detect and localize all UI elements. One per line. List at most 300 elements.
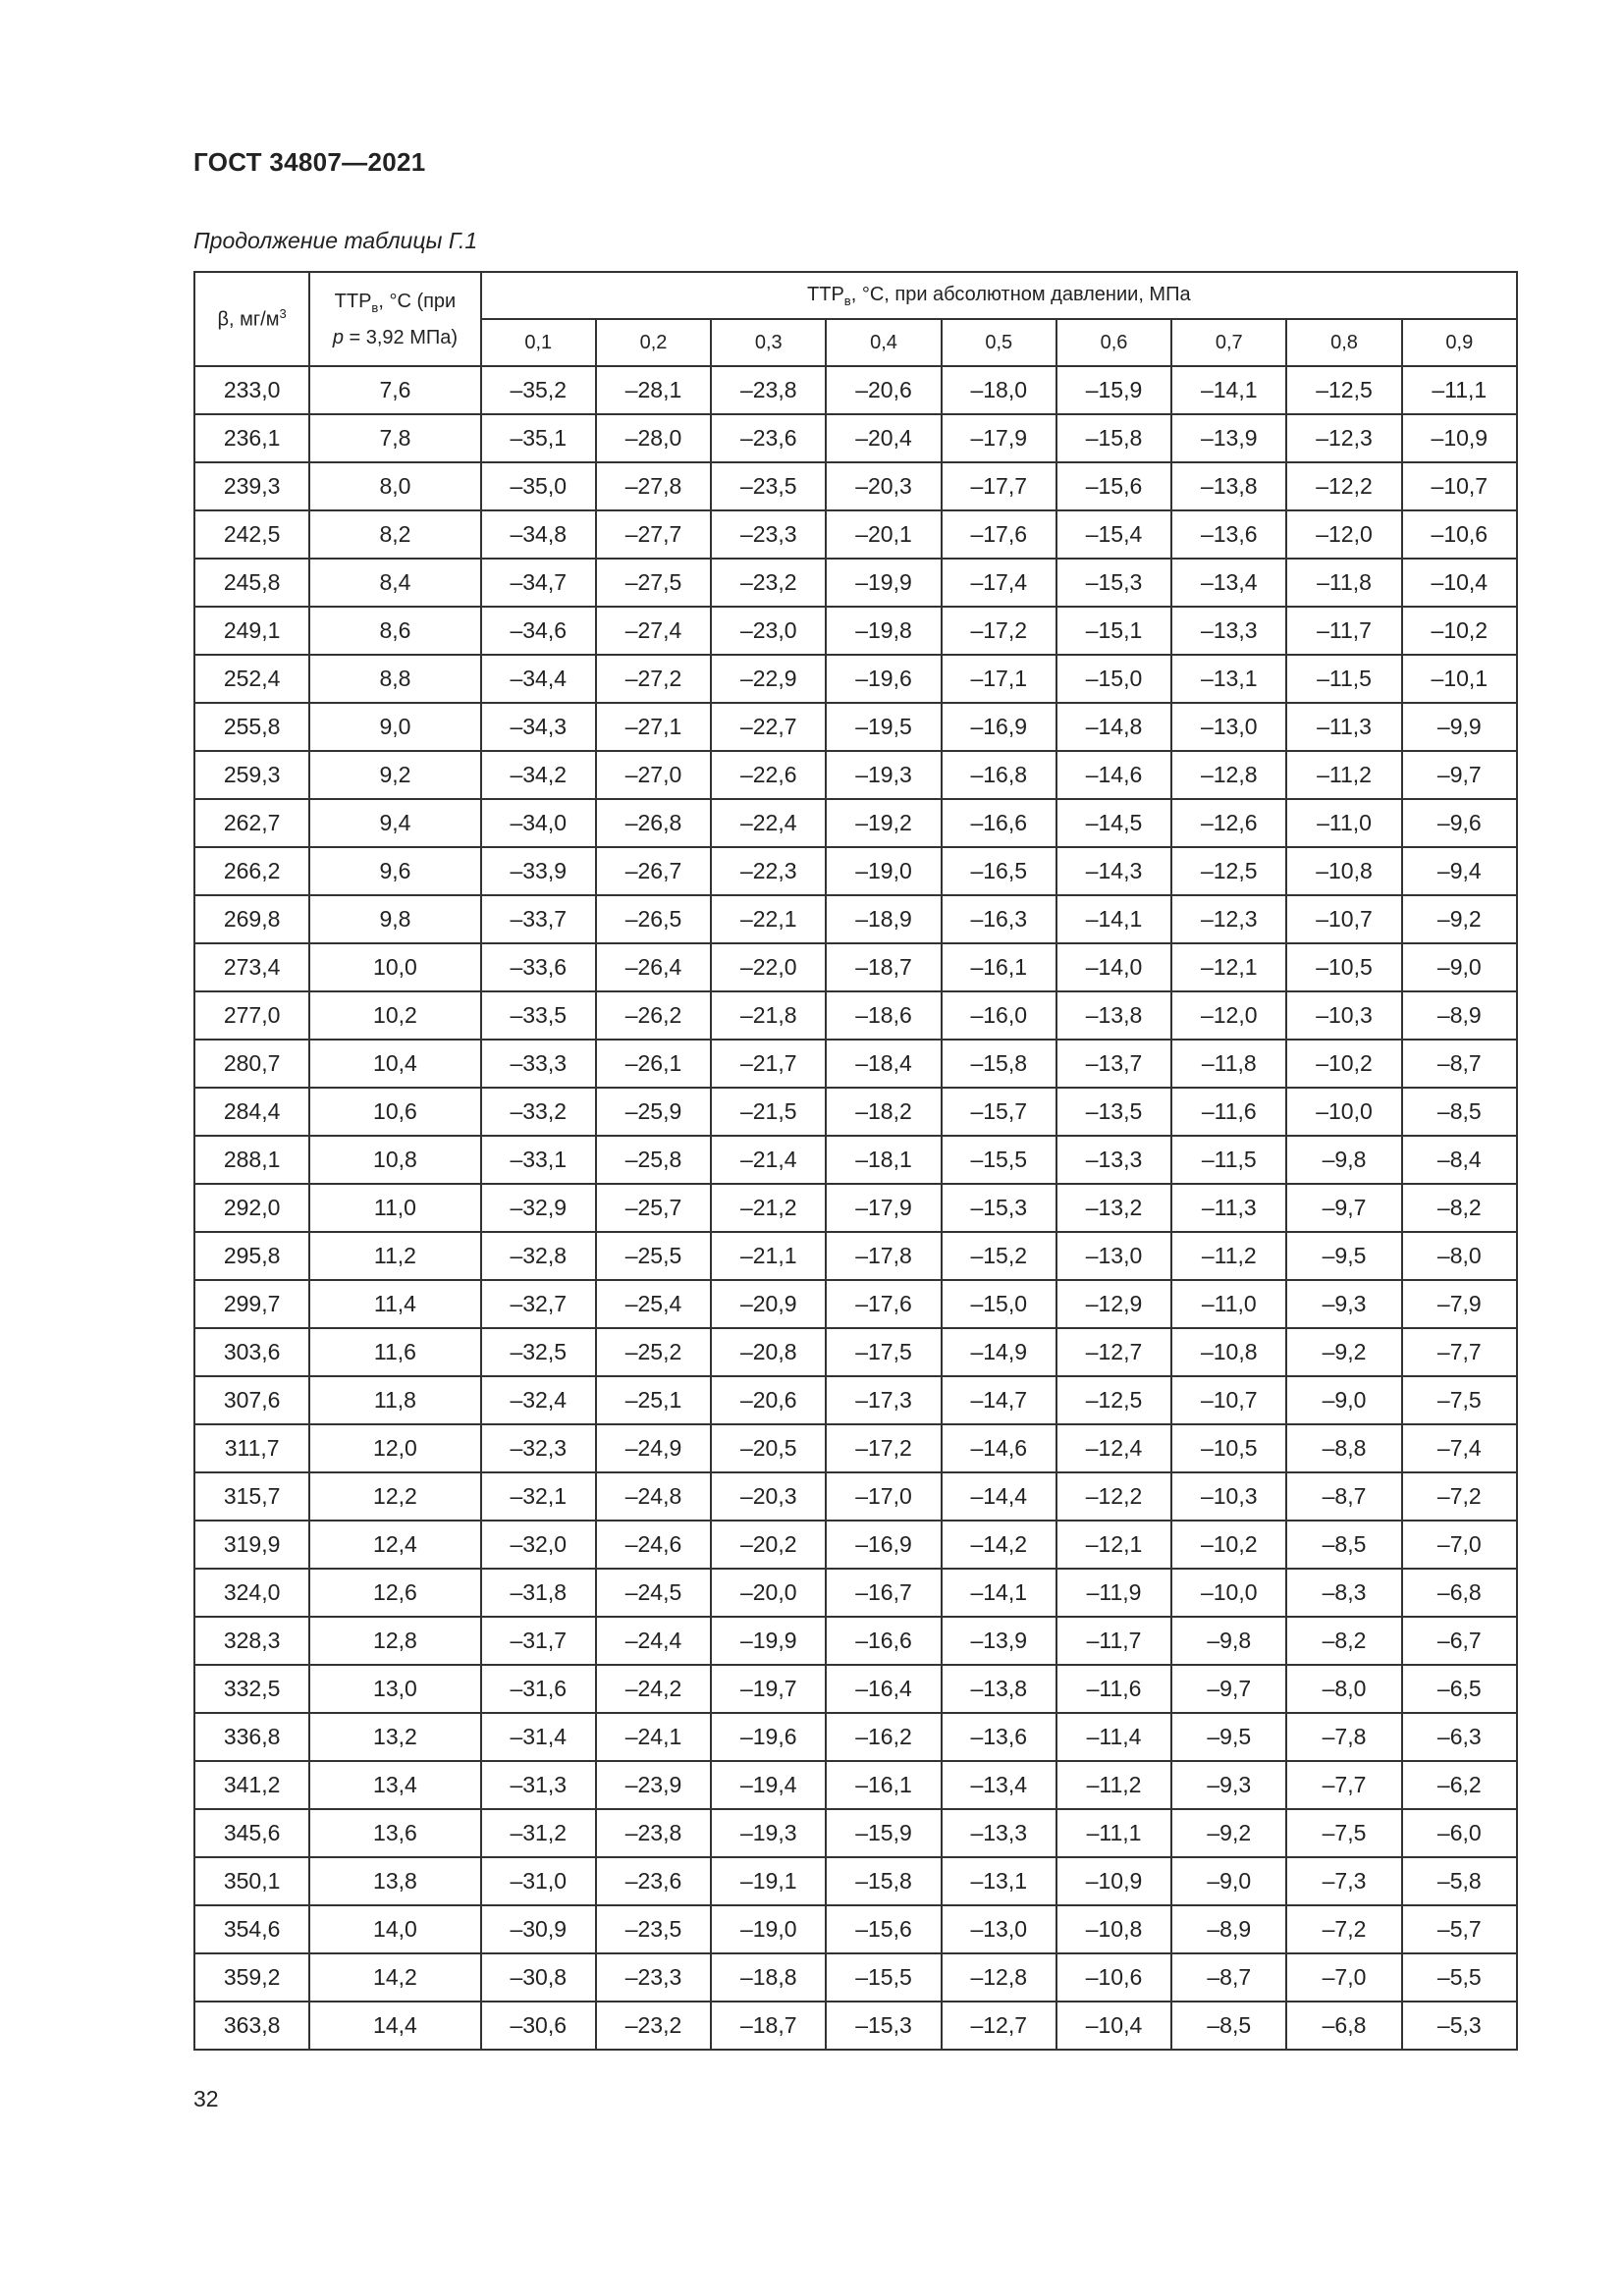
cell-beta: 233,0 — [194, 366, 309, 414]
cell-value: –9,2 — [1402, 895, 1517, 943]
cell-value: –20,1 — [826, 510, 941, 559]
cell-value: –8,5 — [1171, 2002, 1286, 2050]
cell-value: –19,2 — [826, 799, 941, 847]
cell-value: –9,7 — [1402, 751, 1517, 799]
cell-ttr: 11,0 — [309, 1184, 480, 1232]
cell-value: –21,4 — [711, 1136, 826, 1184]
cell-value: –16,1 — [942, 943, 1056, 991]
column-group-header — [481, 272, 1517, 319]
cell-value: –33,5 — [481, 991, 596, 1040]
table-row — [194, 1136, 1517, 1184]
table-row — [194, 1713, 1517, 1761]
cell-value: –16,6 — [942, 799, 1056, 847]
cell-beta: 273,4 — [194, 943, 309, 991]
cell-value: –23,8 — [711, 366, 826, 414]
table-row — [194, 991, 1517, 1040]
cell-value: –12,2 — [1056, 1472, 1171, 1521]
cell-value: –34,6 — [481, 607, 596, 655]
cell-beta: 292,0 — [194, 1184, 309, 1232]
cell-value: –25,1 — [596, 1376, 711, 1424]
cell-value: –16,0 — [942, 991, 1056, 1040]
cell-value: –15,8 — [1056, 414, 1171, 462]
cell-value: –19,1 — [711, 1857, 826, 1905]
cell-value: –7,2 — [1286, 1905, 1401, 1953]
cell-ttr: 8,0 — [309, 462, 480, 510]
cell-beta: 239,3 — [194, 462, 309, 510]
cell-value: –35,0 — [481, 462, 596, 510]
cell-value: –13,9 — [942, 1617, 1056, 1665]
cell-value: –33,1 — [481, 1136, 596, 1184]
cell-value: –22,7 — [711, 703, 826, 751]
cell-value: –21,7 — [711, 1040, 826, 1088]
cell-value: –17,9 — [942, 414, 1056, 462]
cell-value: –21,1 — [711, 1232, 826, 1280]
cell-value: –18,2 — [826, 1088, 941, 1136]
cell-beta: 341,2 — [194, 1761, 309, 1809]
cell-beta: 311,7 — [194, 1424, 309, 1472]
cell-value: –12,1 — [1171, 943, 1286, 991]
cell-beta: 280,7 — [194, 1040, 309, 1088]
cell-value: –6,8 — [1402, 1569, 1517, 1617]
cell-value: –12,4 — [1056, 1424, 1171, 1472]
cell-beta: 363,8 — [194, 2002, 309, 2050]
table-row — [194, 414, 1517, 462]
cell-beta: 277,0 — [194, 991, 309, 1040]
table-row — [194, 510, 1517, 559]
cell-value: –24,5 — [596, 1569, 711, 1617]
cell-value: –12,6 — [1171, 799, 1286, 847]
cell-value: –31,4 — [481, 1713, 596, 1761]
cell-ttr: 9,6 — [309, 847, 480, 895]
cell-value: –16,8 — [942, 751, 1056, 799]
cell-value: –27,2 — [596, 655, 711, 703]
cell-value: –26,4 — [596, 943, 711, 991]
cell-beta: 336,8 — [194, 1713, 309, 1761]
cell-value: –6,8 — [1286, 2002, 1401, 2050]
cell-value: –15,8 — [826, 1857, 941, 1905]
cell-value: –20,5 — [711, 1424, 826, 1472]
cell-value: –30,8 — [481, 1953, 596, 2002]
cell-value: –18,8 — [711, 1953, 826, 2002]
cell-value: –10,7 — [1171, 1376, 1286, 1424]
ttr-label-rest: , °С (при — [378, 290, 457, 312]
cell-value: –10,0 — [1286, 1088, 1401, 1136]
cell-value: –27,8 — [596, 462, 711, 510]
cell-value: –10,2 — [1402, 607, 1517, 655]
cell-value: –33,9 — [481, 847, 596, 895]
cell-value: –19,7 — [711, 1665, 826, 1713]
cell-value: –13,6 — [1171, 510, 1286, 559]
cell-value: –10,8 — [1056, 1905, 1171, 1953]
table-row — [194, 1905, 1517, 1953]
cell-value: –9,2 — [1286, 1328, 1401, 1376]
cell-value: –13,8 — [1056, 991, 1171, 1040]
cell-value: –23,5 — [596, 1905, 711, 1953]
cell-value: –24,8 — [596, 1472, 711, 1521]
cell-value: –26,8 — [596, 799, 711, 847]
cell-beta: 284,4 — [194, 1088, 309, 1136]
cell-value: –5,7 — [1402, 1905, 1517, 1953]
cell-value: –14,1 — [1171, 366, 1286, 414]
cell-value: –13,5 — [1056, 1088, 1171, 1136]
cell-value: –28,0 — [596, 414, 711, 462]
cell-value: –28,1 — [596, 366, 711, 414]
cell-value: –17,8 — [826, 1232, 941, 1280]
cell-beta: 288,1 — [194, 1136, 309, 1184]
cell-value: –12,3 — [1286, 414, 1401, 462]
column-header-pressure: 0,2 — [596, 319, 711, 366]
cell-ttr: 13,2 — [309, 1713, 480, 1761]
cell-beta: 328,3 — [194, 1617, 309, 1665]
beta-unit-superscript: 3 — [279, 306, 287, 322]
table-row — [194, 1328, 1517, 1376]
table-row — [194, 607, 1517, 655]
cell-value: –31,3 — [481, 1761, 596, 1809]
cell-value: –9,3 — [1286, 1280, 1401, 1328]
cell-value: –14,4 — [942, 1472, 1056, 1521]
cell-value: –10,8 — [1286, 847, 1401, 895]
cell-value: –10,6 — [1402, 510, 1517, 559]
cell-beta: 350,1 — [194, 1857, 309, 1905]
cell-value: –6,5 — [1402, 1665, 1517, 1713]
cell-value: –19,0 — [711, 1905, 826, 1953]
cell-value: –22,9 — [711, 655, 826, 703]
cell-ttr: 13,4 — [309, 1761, 480, 1809]
cell-value: –22,1 — [711, 895, 826, 943]
cell-value: –34,2 — [481, 751, 596, 799]
cell-beta: 332,5 — [194, 1665, 309, 1713]
cell-value: –12,5 — [1171, 847, 1286, 895]
cell-beta: 255,8 — [194, 703, 309, 751]
cell-beta: 307,6 — [194, 1376, 309, 1424]
column-header-pressure: 0,9 — [1402, 319, 1517, 366]
ttr-label: ТТР — [334, 290, 372, 312]
table-body — [194, 366, 1517, 2050]
group-header-label: ТТР — [807, 283, 844, 305]
cell-value: –8,2 — [1286, 1617, 1401, 1665]
cell-value: –11,0 — [1171, 1280, 1286, 1328]
cell-value: –16,9 — [826, 1521, 941, 1569]
cell-value: –15,3 — [826, 2002, 941, 2050]
cell-value: –19,5 — [826, 703, 941, 751]
cell-value: –21,8 — [711, 991, 826, 1040]
cell-value: –10,8 — [1171, 1328, 1286, 1376]
cell-value: –10,2 — [1286, 1040, 1401, 1088]
cell-value: –10,3 — [1286, 991, 1401, 1040]
document-header: ГОСТ 34807—2021 — [193, 147, 426, 177]
cell-value: –15,0 — [1056, 655, 1171, 703]
cell-ttr: 11,8 — [309, 1376, 480, 1424]
cell-value: –26,1 — [596, 1040, 711, 1088]
cell-value: –25,5 — [596, 1232, 711, 1280]
cell-value: –18,1 — [826, 1136, 941, 1184]
cell-value: –15,6 — [1056, 462, 1171, 510]
cell-value: –19,8 — [826, 607, 941, 655]
cell-value: –14,6 — [942, 1424, 1056, 1472]
cell-value: –32,9 — [481, 1184, 596, 1232]
cell-beta: 324,0 — [194, 1569, 309, 1617]
cell-value: –11,2 — [1056, 1761, 1171, 1809]
cell-value: –24,9 — [596, 1424, 711, 1472]
cell-value: –11,9 — [1056, 1569, 1171, 1617]
cell-value: –11,5 — [1171, 1136, 1286, 1184]
column-header-pressure: 0,1 — [481, 319, 596, 366]
cell-value: –8,0 — [1286, 1665, 1401, 1713]
table-row — [194, 1761, 1517, 1809]
cell-ttr: 10,0 — [309, 943, 480, 991]
cell-value: –13,4 — [1171, 559, 1286, 607]
cell-value: –32,4 — [481, 1376, 596, 1424]
cell-value: –25,2 — [596, 1328, 711, 1376]
cell-value: –9,8 — [1286, 1136, 1401, 1184]
table-row — [194, 1232, 1517, 1280]
cell-value: –11,8 — [1286, 559, 1401, 607]
cell-ttr: 9,4 — [309, 799, 480, 847]
cell-value: –12,2 — [1286, 462, 1401, 510]
table-row — [194, 703, 1517, 751]
cell-value: –16,4 — [826, 1665, 941, 1713]
cell-value: –8,5 — [1286, 1521, 1401, 1569]
cell-value: –10,2 — [1171, 1521, 1286, 1569]
cell-value: –16,2 — [826, 1713, 941, 1761]
cell-value: –22,3 — [711, 847, 826, 895]
cell-value: –15,9 — [826, 1809, 941, 1857]
cell-value: –27,0 — [596, 751, 711, 799]
cell-value: –9,3 — [1171, 1761, 1286, 1809]
cell-value: –20,8 — [711, 1328, 826, 1376]
cell-value: –7,3 — [1286, 1857, 1401, 1905]
cell-value: –15,7 — [942, 1088, 1056, 1136]
cell-value: –7,8 — [1286, 1713, 1401, 1761]
cell-value: –26,2 — [596, 991, 711, 1040]
cell-beta: 245,8 — [194, 559, 309, 607]
table-row — [194, 1184, 1517, 1232]
cell-value: –20,4 — [826, 414, 941, 462]
cell-ttr: 9,2 — [309, 751, 480, 799]
cell-value: –11,8 — [1171, 1040, 1286, 1088]
cell-value: –12,0 — [1286, 510, 1401, 559]
cell-value: –18,9 — [826, 895, 941, 943]
cell-value: –7,9 — [1402, 1280, 1517, 1328]
cell-value: –20,3 — [826, 462, 941, 510]
column-header-pressure: 0,8 — [1286, 319, 1401, 366]
cell-value: –8,7 — [1286, 1472, 1401, 1521]
table-row — [194, 1569, 1517, 1617]
cell-value: –14,0 — [1056, 943, 1171, 991]
cell-value: –15,1 — [1056, 607, 1171, 655]
table-row — [194, 895, 1517, 943]
cell-value: –24,6 — [596, 1521, 711, 1569]
table-row — [194, 1088, 1517, 1136]
cell-ttr: 14,2 — [309, 1953, 480, 2002]
cell-value: –10,9 — [1402, 414, 1517, 462]
cell-beta: 242,5 — [194, 510, 309, 559]
cell-value: –17,6 — [826, 1280, 941, 1328]
cell-value: –31,2 — [481, 1809, 596, 1857]
cell-value: –7,2 — [1402, 1472, 1517, 1521]
ttr-subscript: в — [371, 299, 379, 315]
table-row — [194, 1521, 1517, 1569]
cell-value: –8,4 — [1402, 1136, 1517, 1184]
cell-value: –10,9 — [1056, 1857, 1171, 1905]
cell-value: –32,8 — [481, 1232, 596, 1280]
cell-ttr: 8,6 — [309, 607, 480, 655]
table-row — [194, 1472, 1517, 1521]
cell-value: –11,1 — [1402, 366, 1517, 414]
cell-ttr: 13,8 — [309, 1857, 480, 1905]
cell-value: –22,0 — [711, 943, 826, 991]
cell-value: –10,7 — [1402, 462, 1517, 510]
cell-value: –24,2 — [596, 1665, 711, 1713]
cell-value: –16,7 — [826, 1569, 941, 1617]
cell-value: –14,6 — [1056, 751, 1171, 799]
cell-value: –5,3 — [1402, 2002, 1517, 2050]
page-number: 32 — [193, 2086, 219, 2111]
cell-value: –27,5 — [596, 559, 711, 607]
column-header-pressure: 0,4 — [826, 319, 941, 366]
cell-value: –14,9 — [942, 1328, 1056, 1376]
cell-value: –15,8 — [942, 1040, 1056, 1088]
cell-value: –23,0 — [711, 607, 826, 655]
cell-value: –8,3 — [1286, 1569, 1401, 1617]
cell-beta: 315,7 — [194, 1472, 309, 1521]
column-header-beta — [194, 272, 309, 366]
cell-value: –14,2 — [942, 1521, 1056, 1569]
cell-value: –10,3 — [1171, 1472, 1286, 1521]
cell-value: –17,3 — [826, 1376, 941, 1424]
cell-value: –15,9 — [1056, 366, 1171, 414]
cell-value: –17,7 — [942, 462, 1056, 510]
cell-value: –32,5 — [481, 1328, 596, 1376]
cell-beta: 236,1 — [194, 414, 309, 462]
cell-value: –21,2 — [711, 1184, 826, 1232]
cell-value: –19,3 — [711, 1809, 826, 1857]
table-caption: Продолжение таблицы Г.1 — [193, 228, 478, 253]
cell-value: –32,7 — [481, 1280, 596, 1328]
cell-value: –15,5 — [942, 1136, 1056, 1184]
cell-value: –11,7 — [1056, 1617, 1171, 1665]
cell-value: –12,3 — [1171, 895, 1286, 943]
cell-value: –20,3 — [711, 1472, 826, 1521]
cell-beta: 252,4 — [194, 655, 309, 703]
table-row — [194, 799, 1517, 847]
cell-beta: 299,7 — [194, 1280, 309, 1328]
cell-ttr: 8,2 — [309, 510, 480, 559]
cell-value: –10,6 — [1056, 1953, 1171, 2002]
table-row — [194, 462, 1517, 510]
table-row — [194, 1857, 1517, 1905]
cell-value: –8,7 — [1171, 1953, 1286, 2002]
cell-value: –11,3 — [1286, 703, 1401, 751]
table-row — [194, 1617, 1517, 1665]
cell-value: –32,1 — [481, 1472, 596, 1521]
cell-value: –11,4 — [1056, 1713, 1171, 1761]
table-row — [194, 1280, 1517, 1328]
cell-value: –13,0 — [1171, 703, 1286, 751]
cell-value: –25,8 — [596, 1136, 711, 1184]
cell-value: –8,5 — [1402, 1088, 1517, 1136]
cell-value: –15,5 — [826, 1953, 941, 2002]
cell-value: –31,6 — [481, 1665, 596, 1713]
cell-ttr: 9,8 — [309, 895, 480, 943]
cell-value: –33,7 — [481, 895, 596, 943]
cell-ttr: 14,0 — [309, 1905, 480, 1953]
cell-value: –10,1 — [1402, 655, 1517, 703]
cell-ttr: 12,4 — [309, 1521, 480, 1569]
ttr-pressure-symbol: p — [332, 326, 344, 348]
cell-value: –21,5 — [711, 1088, 826, 1136]
cell-value: –6,7 — [1402, 1617, 1517, 1665]
cell-value: –13,0 — [942, 1905, 1056, 1953]
cell-ttr: 7,6 — [309, 366, 480, 414]
cell-value: –14,5 — [1056, 799, 1171, 847]
cell-value: –9,7 — [1171, 1665, 1286, 1713]
cell-value: –34,0 — [481, 799, 596, 847]
cell-ttr: 8,4 — [309, 559, 480, 607]
cell-value: –13,4 — [942, 1761, 1056, 1809]
cell-value: –13,1 — [1171, 655, 1286, 703]
cell-value: –13,3 — [1171, 607, 1286, 655]
cell-value: –10,4 — [1056, 2002, 1171, 2050]
cell-value: –24,4 — [596, 1617, 711, 1665]
cell-value: –31,0 — [481, 1857, 596, 1905]
cell-ttr: 10,6 — [309, 1088, 480, 1136]
table-row — [194, 1040, 1517, 1088]
table-row — [194, 1809, 1517, 1857]
cell-value: –24,1 — [596, 1713, 711, 1761]
table-row — [194, 2002, 1517, 2050]
cell-value: –10,4 — [1402, 559, 1517, 607]
cell-value: –19,9 — [826, 559, 941, 607]
cell-value: –12,5 — [1286, 366, 1401, 414]
cell-value: –10,5 — [1171, 1424, 1286, 1472]
cell-ttr: 7,8 — [309, 414, 480, 462]
cell-value: –15,2 — [942, 1232, 1056, 1280]
table-row — [194, 943, 1517, 991]
cell-value: –12,5 — [1056, 1376, 1171, 1424]
cell-value: –35,2 — [481, 366, 596, 414]
cell-value: –25,7 — [596, 1184, 711, 1232]
cell-value: –7,7 — [1286, 1761, 1401, 1809]
table-row — [194, 655, 1517, 703]
cell-value: –23,2 — [596, 2002, 711, 2050]
cell-beta: 269,8 — [194, 895, 309, 943]
cell-value: –33,6 — [481, 943, 596, 991]
cell-value: –23,5 — [711, 462, 826, 510]
group-header-subscript: в — [843, 293, 851, 308]
cell-value: –26,5 — [596, 895, 711, 943]
cell-value: –20,9 — [711, 1280, 826, 1328]
cell-value: –18,7 — [826, 943, 941, 991]
cell-value: –11,0 — [1286, 799, 1401, 847]
cell-value: –26,7 — [596, 847, 711, 895]
cell-value: –9,5 — [1286, 1232, 1401, 1280]
cell-beta: 354,6 — [194, 1905, 309, 1953]
cell-beta: 259,3 — [194, 751, 309, 799]
cell-value: –7,7 — [1402, 1328, 1517, 1376]
cell-value: –23,6 — [711, 414, 826, 462]
cell-value: –8,7 — [1402, 1040, 1517, 1088]
cell-value: –9,7 — [1286, 1184, 1401, 1232]
cell-value: –22,6 — [711, 751, 826, 799]
cell-value: –8,9 — [1171, 1905, 1286, 1953]
table-row — [194, 1376, 1517, 1424]
cell-ttr: 13,0 — [309, 1665, 480, 1713]
cell-value: –20,0 — [711, 1569, 826, 1617]
cell-value: –12,8 — [942, 1953, 1056, 2002]
cell-value: –19,6 — [826, 655, 941, 703]
cell-value: –15,0 — [942, 1280, 1056, 1328]
